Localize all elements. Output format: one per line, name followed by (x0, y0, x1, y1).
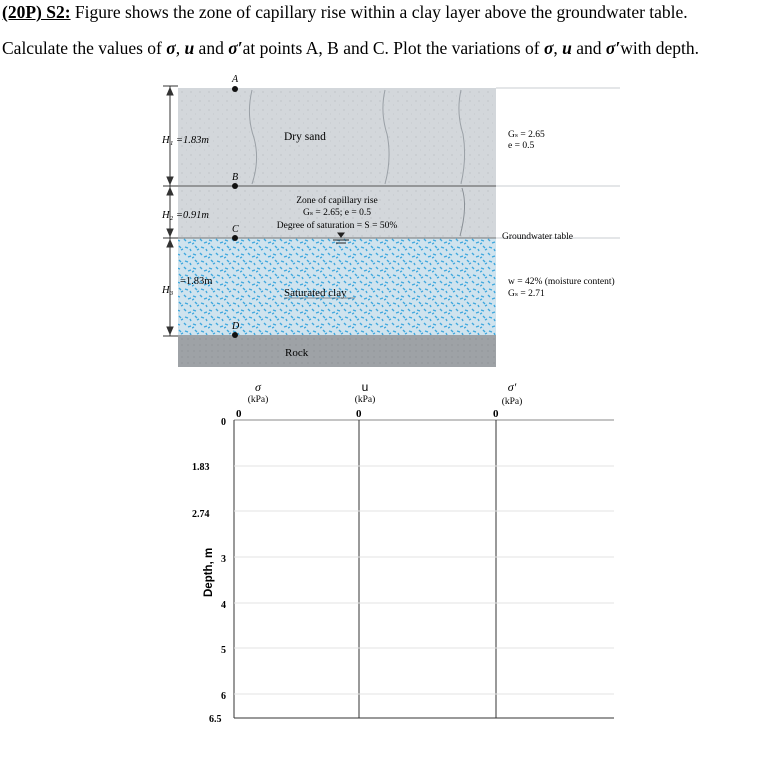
q2-sigma-2: σ (543, 38, 554, 58)
q2-sigma-eff-2: σ′ (605, 38, 621, 58)
tick-6-5: 6.5 (209, 714, 222, 725)
tick-5: 5 (221, 645, 226, 656)
dry-props-2: e = 0.5 (508, 141, 535, 151)
q2-comma-1: , (175, 38, 181, 58)
rock-label: Rock (285, 347, 309, 359)
point-d-label: D (232, 321, 240, 332)
groundwater-label: Groundwater table (502, 232, 573, 242)
q2-and-2: and (571, 38, 606, 58)
point-c-label: C (232, 224, 239, 235)
question-text-1: Figure shows the zone of capillary rise within a clay layer above the groundwater table. (74, 2, 688, 22)
q2-part-b: at points A, B and C. Plot the variations of (242, 38, 544, 58)
q2-sigma-eff: σ′ (228, 38, 243, 58)
clay-label: Saturated clay (284, 287, 347, 299)
h3-label: H₃ (162, 285, 174, 296)
tick-1-83: 1.83 (192, 462, 210, 473)
capillary-label-1: Zone of capillary rise (296, 196, 378, 206)
tick-2-74: 2.74 (192, 509, 210, 520)
q2-and-1: and (194, 38, 229, 58)
q2-comma-2: , (553, 38, 558, 58)
point-a-label: A (232, 74, 239, 85)
col-u-header: u (361, 380, 369, 394)
col-sigma-eff-header: σ′ (507, 380, 517, 394)
col-u-unit: (kPa) (354, 395, 376, 405)
q2-part-a: Calculate the values of (2, 38, 167, 58)
col-sigma-header: σ (255, 380, 261, 394)
tick-6: 6 (221, 691, 226, 702)
q2-u: u (184, 38, 195, 58)
zero-sigma: 0 (236, 408, 242, 420)
capillary-label-3: Degree of saturation = S = 50% (276, 221, 398, 231)
point-b-label: B (232, 172, 239, 183)
zero-u: 0 (356, 408, 362, 420)
question-label: (20P) S2: (2, 2, 71, 22)
capillary-label-2: Gₛ = 2.65; e = 0.5 (302, 208, 372, 218)
depth-axis-label: Depth, m (203, 547, 215, 597)
q2-sigma: σ (166, 38, 176, 58)
tick-4: 4 (221, 600, 226, 611)
dry-props-1: Gₛ = 2.65 (508, 130, 545, 140)
zero-sigma-eff: 0 (493, 408, 499, 420)
q2-part-c: with depth. (620, 38, 699, 58)
clay-props-2: Gₛ = 2.71 (508, 289, 545, 299)
tick-0: 0 (221, 417, 226, 428)
h3-value: =1.83m (180, 276, 213, 287)
col-sigma-eff-unit: (kPa) (501, 397, 523, 407)
clay-props-1: w = 42% (moisture content) (508, 277, 615, 287)
h2-label: H₂ =0.91m (162, 210, 209, 221)
dry-sand-label: Dry sand (284, 131, 326, 143)
tick-3: 3 (221, 554, 226, 565)
col-sigma-unit: (kPa) (247, 395, 269, 405)
h1-label: H₁ =1.83m (162, 135, 209, 146)
q2-u-2: u (562, 38, 572, 58)
